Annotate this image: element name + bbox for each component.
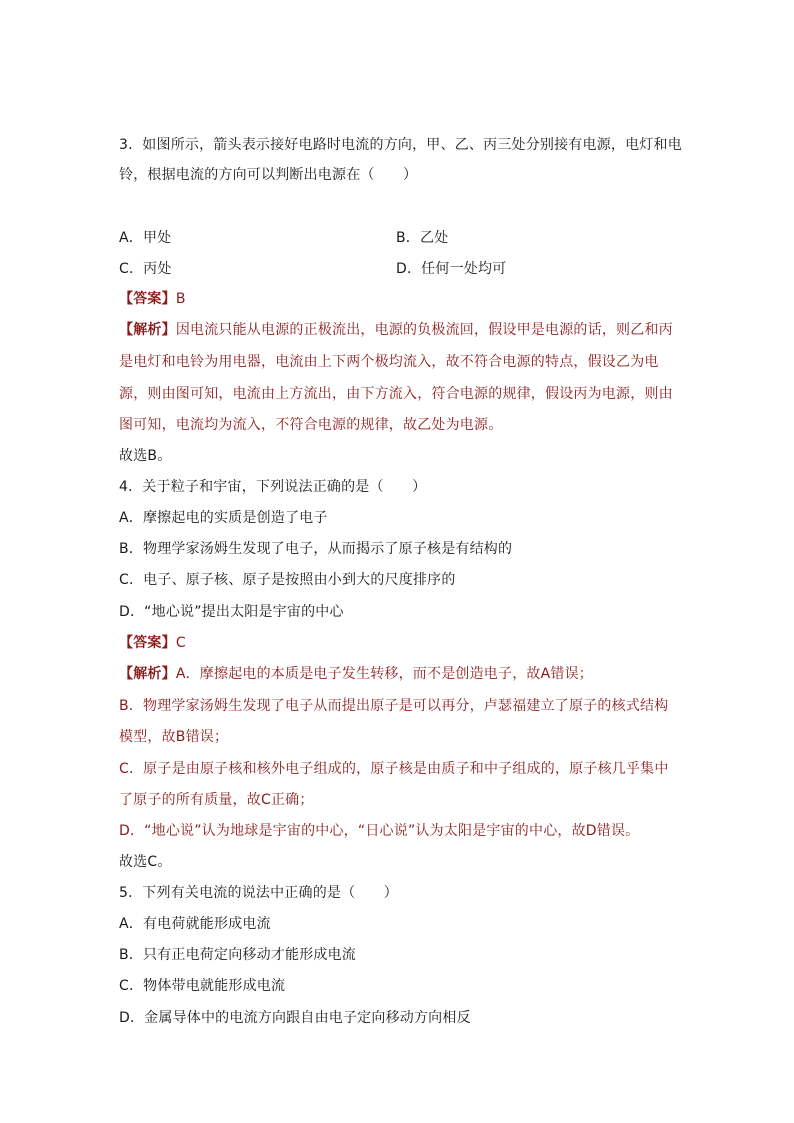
q3-option-a: A．甲处 [119, 230, 172, 246]
analysis-tag: 【解析】 [119, 322, 176, 338]
answer-value: C [175, 635, 186, 651]
q4-analysis-a [119, 664, 593, 684]
q5-stem: 5．下列有关电流的说法中正确的是（ ） [119, 885, 398, 901]
q3-analysis-line3: 源，则由图可知，电流由上方流出，由下方流入，符合电源的规律，假设丙为电源，则由 [119, 386, 673, 402]
answer-tag: 【答案】 [119, 635, 176, 651]
analysis-text: 因电流只能从电源的正极流出，电源的负极流回，假设甲是电源的话，则乙和丙 [175, 322, 673, 338]
q4-option-a: A．摩擦起电的实质是创造了电子 [119, 510, 328, 526]
q4-analysis-b2: 模型，故B错误； [119, 729, 229, 745]
q4-analysis-c1: C．原子是由原子核和核外电子组成的，原子核是由质子和中子组成的，原子核几乎集中 [119, 761, 669, 777]
q3-analysis-line2: 是电灯和电铃为用电器，电流由上下两个极均流入，故不符合电源的特点，假设乙为电 [119, 354, 659, 370]
analysis-text: A．摩擦起电的本质是电子发生转移，而不是创造电子，故A错误； [175, 666, 593, 682]
q3-option-c: C．丙处 [119, 261, 172, 277]
q5-option-d: D．金属导体中的电流方向跟自由电子定向移动方向相反 [119, 1010, 471, 1026]
q3-analysis-line4: 图可知，电流均为流入，不符合电源的规律，故乙处为电源。 [119, 417, 503, 433]
q4-option-c: C．电子、原子核、原子是按照由小到大的尺度排序的 [119, 572, 456, 588]
answer-value: B [175, 291, 186, 307]
q4-answer [119, 633, 186, 653]
q3-option-d: D．任何一处均可 [396, 261, 507, 277]
q4-option-b: B．物理学家汤姆生发现了电子，从而揭示了原子核是有结构的 [119, 541, 513, 557]
q4-analysis-d: D．“地心说”认为地球是宇宙的中心，“日心说”认为太阳是宇宙的中心，故D错误。 [119, 823, 640, 839]
answer-tag: 【答案】 [119, 291, 176, 307]
q4-option-d: D．“地心说”提出太阳是宇宙的中心 [119, 604, 344, 620]
q5-option-a: A．有电荷就能形成电流 [119, 916, 271, 932]
q3-conclusion: 故选B。 [119, 448, 172, 464]
q4-analysis-c2: 了原子的所有质量，故C正确； [119, 792, 314, 808]
q3-stem-line2: 铃，根据电流的方向可以判断出电源在（ ） [119, 167, 418, 183]
q3-analysis-line1 [119, 320, 673, 340]
q4-stem: 4．关于粒子和宇宙，下列说法正确的是（ ） [119, 479, 427, 495]
q4-analysis-b1: B．物理学家汤姆生发现了电子从而提出原子是可以再分，卢瑟福建立了原子的核式结构 [119, 698, 669, 714]
analysis-tag: 【解析】 [119, 666, 176, 682]
q3-stem-line1: 3．如图所示，箭头表示接好电路时电流的方向，甲、乙、丙三处分别接有电源，电灯和电 [119, 137, 682, 153]
q3-answer [119, 289, 186, 309]
q5-option-b: B．只有正电荷定向移动才能形成电流 [119, 947, 357, 963]
q3-option-b: B．乙处 [396, 230, 449, 246]
q4-conclusion: 故选C。 [119, 854, 172, 870]
q5-option-c: C．物体带电就能形成电流 [119, 978, 286, 994]
